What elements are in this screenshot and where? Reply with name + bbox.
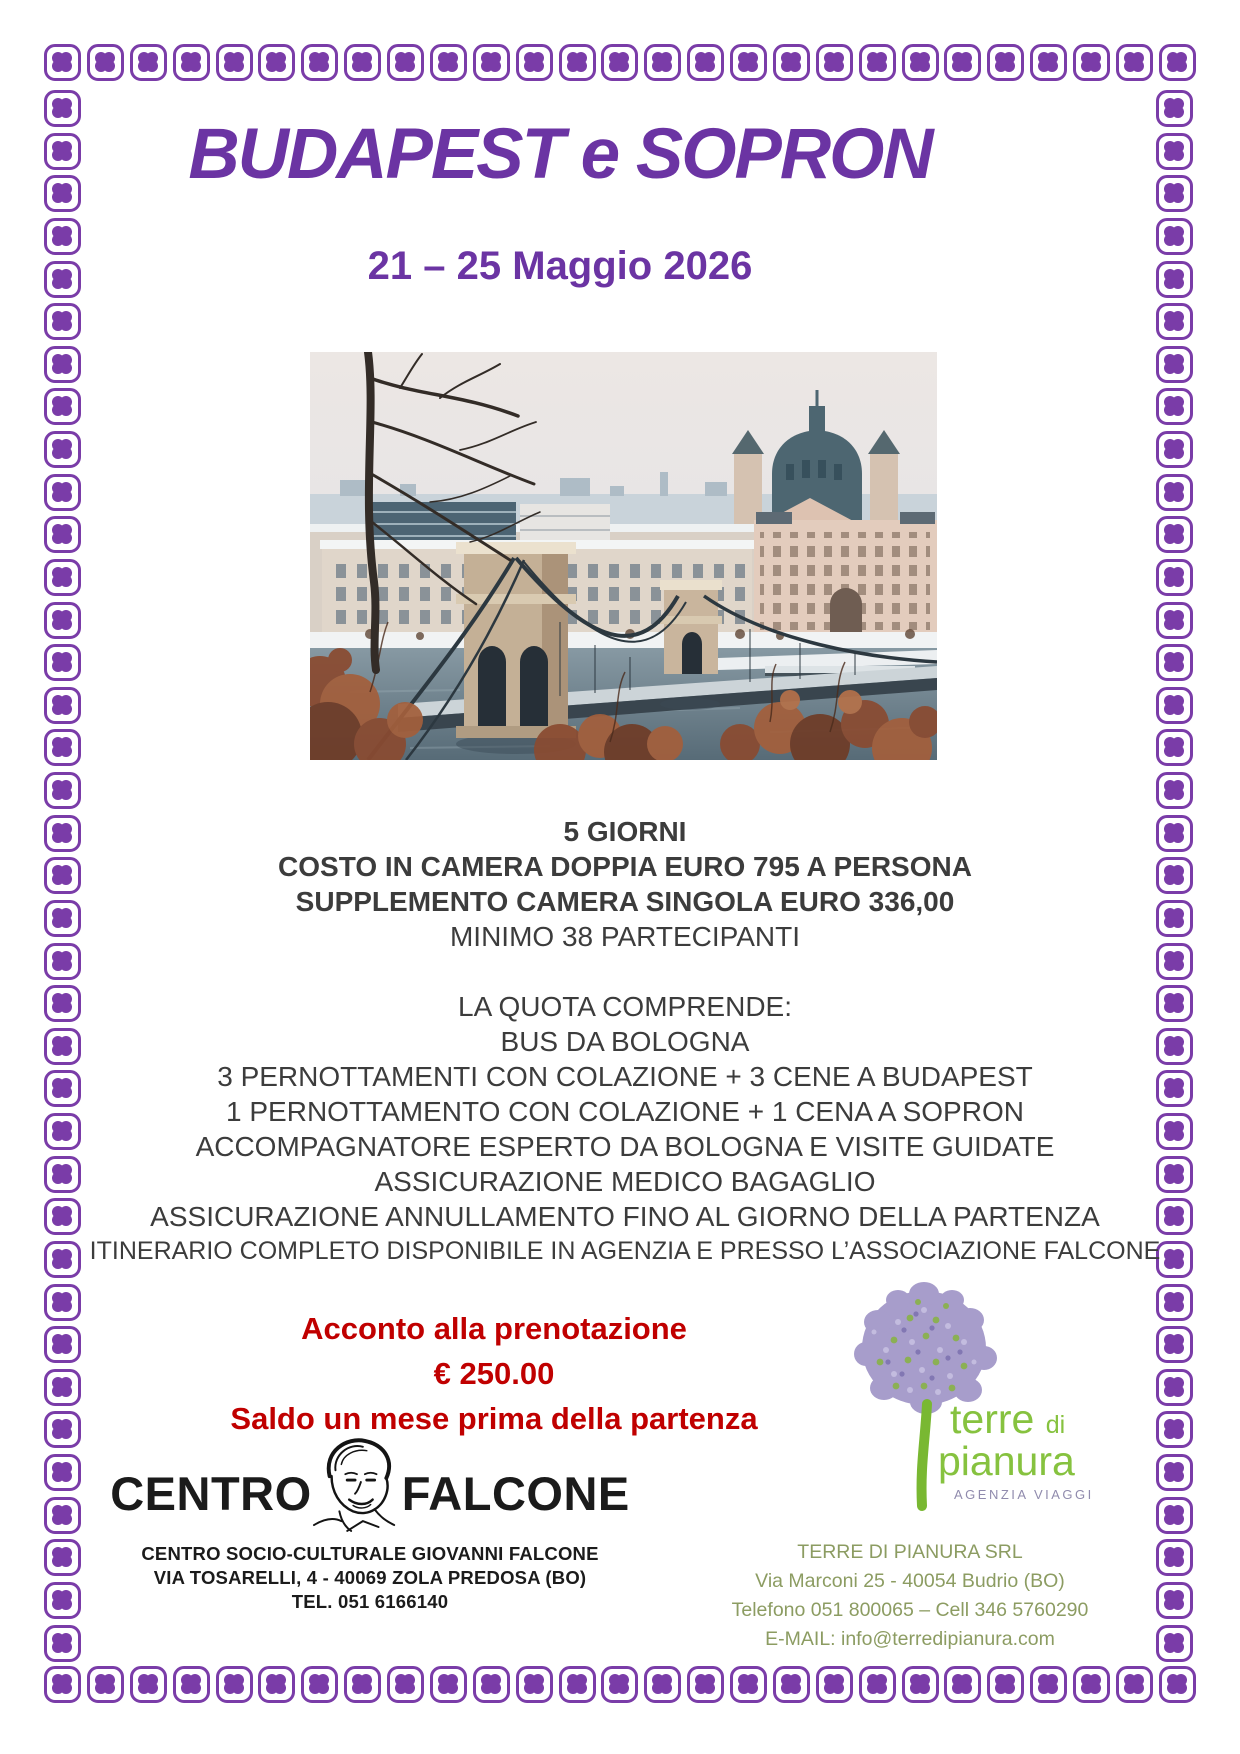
border-flower-tile — [44, 1028, 81, 1065]
centro-falcone-block — [105, 1452, 635, 1614]
payment-line: Acconto alla prenotazione — [301, 1311, 687, 1346]
four-petal-flower-icon — [1164, 1633, 1176, 1645]
border-flower-tile — [1156, 1284, 1193, 1321]
four-petal-flower-icon — [52, 567, 64, 579]
four-petal-flower-icon — [1164, 1249, 1176, 1261]
payment-info — [89, 1306, 899, 1441]
border-flower-tile — [1116, 44, 1153, 81]
border-flower-tile — [1116, 1666, 1153, 1703]
four-petal-flower-icon — [1164, 780, 1176, 792]
four-petal-flower-icon — [1164, 524, 1176, 536]
four-petal-flower-icon — [1164, 1547, 1176, 1559]
four-petal-flower-icon — [438, 52, 450, 64]
agency-phone: Telefono 051 800065 – Cell 346 5760290 — [731, 1599, 1089, 1621]
border-flower-tile — [773, 1666, 810, 1703]
border-flower-tile — [1073, 44, 1110, 81]
four-petal-flower-icon — [738, 52, 750, 64]
border-flower-tile — [301, 1666, 338, 1703]
four-petal-flower-icon — [1164, 1590, 1176, 1602]
border-flower-tile — [730, 1666, 767, 1703]
border-flower-tile — [1156, 1497, 1193, 1534]
detail-line: SUPPLEMENTO CAMERA SINGOLA EURO 336,00 — [295, 886, 955, 917]
logo-word-terre: terre — [950, 1396, 1035, 1442]
falcone-logo-word-right: FALCONE — [401, 1466, 630, 1520]
falcone-logo-word-left: CENTRO — [110, 1466, 312, 1520]
four-petal-flower-icon — [52, 1377, 64, 1389]
border-flower-tile — [430, 1666, 467, 1703]
border-flower-tile — [430, 44, 467, 81]
border-flower-tile — [902, 44, 939, 81]
border-flower-tile — [216, 44, 253, 81]
four-petal-flower-icon — [524, 52, 536, 64]
border-flower-tile — [44, 1497, 81, 1534]
border-flower-tile — [216, 1666, 253, 1703]
four-petal-flower-icon — [481, 52, 493, 64]
four-petal-flower-icon — [824, 52, 836, 64]
border-flower-tile — [44, 1241, 81, 1278]
detail-line: MINIMO 38 PARTECIPANTI — [449, 921, 801, 952]
four-petal-flower-icon — [52, 908, 64, 920]
four-petal-flower-icon — [1124, 52, 1136, 64]
falcone-address-line: VIA TOSARELLI, 4 - 40069 ZOLA PREDOSA (BO) — [153, 1567, 587, 1588]
four-petal-flower-icon — [52, 993, 64, 1005]
four-petal-flower-icon — [352, 52, 364, 64]
four-petal-flower-icon — [609, 52, 621, 64]
four-petal-flower-icon — [1164, 354, 1176, 366]
four-petal-flower-icon — [1164, 1292, 1176, 1304]
four-petal-flower-icon — [52, 1121, 64, 1133]
four-petal-flower-icon — [1167, 1674, 1179, 1686]
includes-line: 1 PERNOTTAMENTO CON COLAZIONE + 1 CENA A SOPRON — [226, 1096, 1024, 1127]
border-flower-tile — [1073, 1666, 1110, 1703]
four-petal-flower-icon — [309, 1674, 321, 1686]
four-petal-flower-icon — [824, 1674, 836, 1686]
four-petal-flower-icon — [95, 52, 107, 64]
border-flower-tile — [44, 1666, 81, 1703]
border-flower-tile — [1156, 1326, 1193, 1363]
border-flower-tile — [44, 1113, 81, 1150]
four-petal-flower-icon — [1164, 439, 1176, 451]
border-flower-tile — [44, 857, 81, 894]
border-flower-tile — [1156, 133, 1193, 170]
border-flower-tile — [1156, 388, 1193, 425]
agency-address: Via Marconi 25 - 40054 Budrio (BO) — [755, 1570, 1065, 1592]
four-petal-flower-icon — [695, 52, 707, 64]
four-petal-flower-icon — [52, 1633, 64, 1645]
four-petal-flower-icon — [867, 1674, 879, 1686]
border-flower-tile — [173, 1666, 210, 1703]
logo-word-pianura: pianura — [938, 1438, 1075, 1484]
four-petal-flower-icon — [781, 52, 793, 64]
four-petal-flower-icon — [52, 1036, 64, 1048]
logo-subtitle: AGENZIA VIAGGI — [954, 1487, 1094, 1502]
four-petal-flower-icon — [481, 1674, 493, 1686]
four-petal-flower-icon — [52, 1206, 64, 1218]
border-flower-tile — [44, 644, 81, 681]
border-flower-tile — [1156, 729, 1193, 766]
four-petal-flower-icon — [52, 354, 64, 366]
border-flower-tile — [387, 1666, 424, 1703]
four-petal-flower-icon — [224, 1674, 236, 1686]
border-flower-tile — [1156, 218, 1193, 255]
border-flower-tile — [44, 388, 81, 425]
border-flower-tile — [859, 1666, 896, 1703]
border-flower-tile — [1156, 602, 1193, 639]
four-petal-flower-icon — [567, 52, 579, 64]
border-flower-tile — [87, 1666, 124, 1703]
four-petal-flower-icon — [52, 737, 64, 749]
four-petal-flower-icon — [52, 1249, 64, 1261]
four-petal-flower-icon — [652, 52, 664, 64]
four-petal-flower-icon — [1164, 1419, 1176, 1431]
border-flower-tile — [1030, 1666, 1067, 1703]
four-petal-flower-icon — [52, 1419, 64, 1431]
border-flower-tile — [987, 1666, 1024, 1703]
four-petal-flower-icon — [52, 780, 64, 792]
trip-details — [85, 814, 1165, 1269]
border-top — [44, 44, 1196, 84]
four-petal-flower-icon — [52, 1462, 64, 1474]
four-petal-flower-icon — [1164, 1078, 1176, 1090]
border-flower-tile — [130, 1666, 167, 1703]
four-petal-flower-icon — [395, 52, 407, 64]
border-left — [44, 90, 84, 1662]
four-petal-flower-icon — [266, 1674, 278, 1686]
border-flower-tile — [44, 559, 81, 596]
border-flower-tile — [944, 1666, 981, 1703]
four-petal-flower-icon — [567, 1674, 579, 1686]
four-petal-flower-icon — [52, 396, 64, 408]
four-petal-flower-icon — [1081, 52, 1093, 64]
four-petal-flower-icon — [1164, 1505, 1176, 1517]
four-petal-flower-icon — [266, 52, 278, 64]
four-petal-flower-icon — [52, 610, 64, 622]
border-flower-tile — [44, 1070, 81, 1107]
four-petal-flower-icon — [1164, 737, 1176, 749]
four-petal-flower-icon — [1038, 52, 1050, 64]
border-flower-tile — [44, 474, 81, 511]
four-petal-flower-icon — [138, 52, 150, 64]
four-petal-flower-icon — [52, 226, 64, 238]
falcone-portrait-sketch-icon — [312, 1430, 402, 1534]
four-petal-flower-icon — [1164, 1377, 1176, 1389]
border-flower-tile — [1156, 474, 1193, 511]
includes-line: ACCOMPAGNATORE ESPERTO DA BOLOGNA E VISITE GUIDATE — [195, 1131, 1055, 1162]
border-flower-tile — [601, 44, 638, 81]
four-petal-flower-icon — [52, 482, 64, 494]
four-petal-flower-icon — [1164, 1206, 1176, 1218]
four-petal-flower-icon — [181, 52, 193, 64]
four-petal-flower-icon — [1164, 396, 1176, 408]
four-petal-flower-icon — [52, 1590, 64, 1602]
agency-name: TERRE DI PIANURA SRL — [797, 1541, 1023, 1563]
four-petal-flower-icon — [1164, 141, 1176, 153]
four-petal-flower-icon — [1164, 1121, 1176, 1133]
centro-falcone-logo — [105, 1452, 635, 1534]
four-petal-flower-icon — [1164, 695, 1176, 707]
border-flower-tile — [473, 1666, 510, 1703]
detail-line: COSTO IN CAMERA DOPPIA EURO 795 A PERSONA — [278, 851, 972, 882]
four-petal-flower-icon — [52, 311, 64, 323]
four-petal-flower-icon — [52, 1292, 64, 1304]
four-petal-flower-icon — [867, 52, 879, 64]
four-petal-flower-icon — [352, 1674, 364, 1686]
includes-line: ASSICURAZIONE ANNULLAMENTO FINO AL GIORNO DELLA PARTENZA — [150, 1201, 1100, 1232]
four-petal-flower-icon — [1164, 610, 1176, 622]
budapest-photo-art — [310, 352, 937, 760]
four-petal-flower-icon — [52, 1334, 64, 1346]
border-flower-tile — [516, 1666, 553, 1703]
four-petal-flower-icon — [1081, 1674, 1093, 1686]
four-petal-flower-icon — [1164, 652, 1176, 664]
border-flower-tile — [859, 44, 896, 81]
border-flower-tile — [44, 1198, 81, 1235]
four-petal-flower-icon — [1124, 1674, 1136, 1686]
border-flower-tile — [44, 1156, 81, 1193]
four-petal-flower-icon — [1164, 269, 1176, 281]
four-petal-flower-icon — [695, 1674, 707, 1686]
four-petal-flower-icon — [1164, 98, 1176, 110]
page-title: BUDAPEST e SOPRON — [188, 115, 932, 194]
border-flower-tile — [1156, 90, 1193, 127]
border-flower-tile — [1159, 44, 1196, 81]
includes-line: 3 PERNOTTAMENTI CON COLAZIONE + 3 CENE A BUDAPEST — [217, 1061, 1033, 1092]
border-flower-tile — [344, 44, 381, 81]
four-petal-flower-icon — [95, 1674, 107, 1686]
border-flower-tile — [1156, 175, 1193, 212]
border-flower-tile — [1156, 687, 1193, 724]
border-flower-tile — [987, 44, 1024, 81]
four-petal-flower-icon — [1164, 951, 1176, 963]
border-flower-tile — [730, 44, 767, 81]
border-flower-tile — [1156, 1411, 1193, 1448]
border-flower-tile — [944, 44, 981, 81]
border-flower-tile — [601, 1666, 638, 1703]
four-petal-flower-icon — [1164, 993, 1176, 1005]
four-petal-flower-icon — [1164, 311, 1176, 323]
four-petal-flower-icon — [395, 1674, 407, 1686]
border-flower-tile — [516, 44, 553, 81]
four-petal-flower-icon — [1167, 52, 1179, 64]
border-flower-tile — [687, 44, 724, 81]
border-flower-tile — [1156, 772, 1193, 809]
border-flower-tile — [44, 729, 81, 766]
includes-line: BUS DA BOLOGNA — [500, 1026, 750, 1057]
payment-line: Saldo un mese prima della partenza — [230, 1401, 758, 1436]
four-petal-flower-icon — [52, 652, 64, 664]
four-petal-flower-icon — [1164, 908, 1176, 920]
border-flower-tile — [44, 943, 81, 980]
four-petal-flower-icon — [524, 1674, 536, 1686]
four-petal-flower-icon — [52, 1164, 64, 1176]
terre-di-pianura-logo-text — [938, 1396, 1158, 1502]
four-petal-flower-icon — [995, 52, 1007, 64]
border-flower-tile — [1156, 1539, 1193, 1576]
border-flower-tile — [258, 44, 295, 81]
border-flower-tile — [387, 44, 424, 81]
border-flower-tile — [559, 44, 596, 81]
border-flower-tile — [44, 1284, 81, 1321]
border-flower-tile — [1156, 346, 1193, 383]
border-flower-tile — [1156, 1369, 1193, 1406]
border-flower-tile — [902, 1666, 939, 1703]
four-petal-flower-icon — [52, 823, 64, 835]
four-petal-flower-icon — [738, 1674, 750, 1686]
four-petal-flower-icon — [1164, 1462, 1176, 1474]
border-flower-tile — [1156, 1582, 1193, 1619]
four-petal-flower-icon — [138, 1674, 150, 1686]
four-petal-flower-icon — [910, 1674, 922, 1686]
detail-line: 5 GIORNI — [563, 816, 687, 847]
border-flower-tile — [773, 44, 810, 81]
payment-line: € 250.00 — [433, 1356, 555, 1391]
border-flower-tile — [44, 900, 81, 937]
four-petal-flower-icon — [1164, 226, 1176, 238]
border-flower-tile — [1156, 1625, 1193, 1662]
border-flower-tile — [44, 431, 81, 468]
four-petal-flower-icon — [224, 52, 236, 64]
four-petal-flower-icon — [952, 1674, 964, 1686]
border-flower-tile — [1156, 644, 1193, 681]
four-petal-flower-icon — [1164, 567, 1176, 579]
four-petal-flower-icon — [52, 1505, 64, 1517]
border-flower-tile — [1156, 516, 1193, 553]
border-flower-tile — [44, 772, 81, 809]
four-petal-flower-icon — [910, 52, 922, 64]
four-petal-flower-icon — [52, 865, 64, 877]
includes-line: ASSICURAZIONE MEDICO BAGAGLIO — [374, 1166, 876, 1197]
border-flower-tile — [44, 687, 81, 724]
falcone-address — [105, 1542, 635, 1614]
border-flower-tile — [44, 602, 81, 639]
border-flower-tile — [44, 1326, 81, 1363]
four-petal-flower-icon — [52, 52, 64, 64]
four-petal-flower-icon — [952, 52, 964, 64]
four-petal-flower-icon — [1038, 1674, 1050, 1686]
four-petal-flower-icon — [1164, 823, 1176, 835]
border-flower-tile — [344, 1666, 381, 1703]
border-flower-tile — [44, 985, 81, 1022]
border-flower-tile — [44, 1411, 81, 1448]
border-flower-tile — [87, 44, 124, 81]
four-petal-flower-icon — [52, 1547, 64, 1559]
four-petal-flower-icon — [1164, 1334, 1176, 1346]
border-flower-tile — [44, 1625, 81, 1662]
border-flower-tile — [1156, 559, 1193, 596]
four-petal-flower-icon — [1164, 183, 1176, 195]
spacer — [85, 954, 1165, 989]
trip-dates: 21 – 25 Maggio 2026 — [367, 244, 753, 288]
border-flower-tile — [1030, 44, 1067, 81]
border-flower-tile — [687, 1666, 724, 1703]
agency-contact — [690, 1538, 1130, 1654]
four-petal-flower-icon — [609, 1674, 621, 1686]
border-flower-tile — [816, 1666, 853, 1703]
border-flower-tile — [44, 1582, 81, 1619]
four-petal-flower-icon — [52, 1674, 64, 1686]
four-petal-flower-icon — [995, 1674, 1007, 1686]
border-flower-tile — [644, 1666, 681, 1703]
four-petal-flower-icon — [52, 695, 64, 707]
border-flower-tile — [301, 44, 338, 81]
four-petal-flower-icon — [309, 52, 321, 64]
agency-email: E-MAIL: info@terredipianura.com — [765, 1628, 1055, 1650]
four-petal-flower-icon — [52, 439, 64, 451]
border-flower-tile — [258, 1666, 295, 1703]
includes-heading: LA QUOTA COMPRENDE: — [458, 991, 792, 1022]
itinerary-note: ITINERARIO COMPLETO DISPONIBILE IN AGENZIA E PRESSO L’ASSOCIAZIONE FALCONE — [89, 1237, 1161, 1265]
border-flower-tile — [1156, 261, 1193, 298]
border-flower-tile — [44, 1539, 81, 1576]
border-flower-tile — [644, 44, 681, 81]
four-petal-flower-icon — [52, 951, 64, 963]
falcone-address-line: TEL. 051 6166140 — [291, 1591, 449, 1612]
logo-word-di: di — [1045, 1411, 1066, 1439]
four-petal-flower-icon — [181, 1674, 193, 1686]
four-petal-flower-icon — [438, 1674, 450, 1686]
falcone-address-line: CENTRO SOCIO-CULTURALE GIOVANNI FALCONE — [141, 1543, 599, 1564]
four-petal-flower-icon — [1164, 1164, 1176, 1176]
border-flower-tile — [44, 346, 81, 383]
border-flower-tile — [44, 1369, 81, 1406]
four-petal-flower-icon — [1164, 482, 1176, 494]
border-flower-tile — [1156, 1454, 1193, 1491]
border-flower-tile — [1159, 1666, 1196, 1703]
border-flower-tile — [473, 44, 510, 81]
border-bottom — [44, 1666, 1196, 1706]
border-flower-tile — [44, 815, 81, 852]
border-flower-tile — [44, 1454, 81, 1491]
budapest-chain-bridge-photo — [310, 352, 937, 760]
border-flower-tile — [1156, 431, 1193, 468]
four-petal-flower-icon — [52, 98, 64, 110]
four-petal-flower-icon — [781, 1674, 793, 1686]
border-flower-tile — [173, 44, 210, 81]
four-petal-flower-icon — [1164, 1036, 1176, 1048]
border-flower-tile — [816, 44, 853, 81]
four-petal-flower-icon — [1164, 865, 1176, 877]
four-petal-flower-icon — [652, 1674, 664, 1686]
four-petal-flower-icon — [52, 524, 64, 536]
border-flower-tile — [559, 1666, 596, 1703]
border-flower-tile — [1156, 303, 1193, 340]
four-petal-flower-icon — [52, 1078, 64, 1090]
border-flower-tile — [44, 303, 81, 340]
border-flower-tile — [44, 44, 81, 81]
border-flower-tile — [44, 516, 81, 553]
border-flower-tile — [130, 44, 167, 81]
